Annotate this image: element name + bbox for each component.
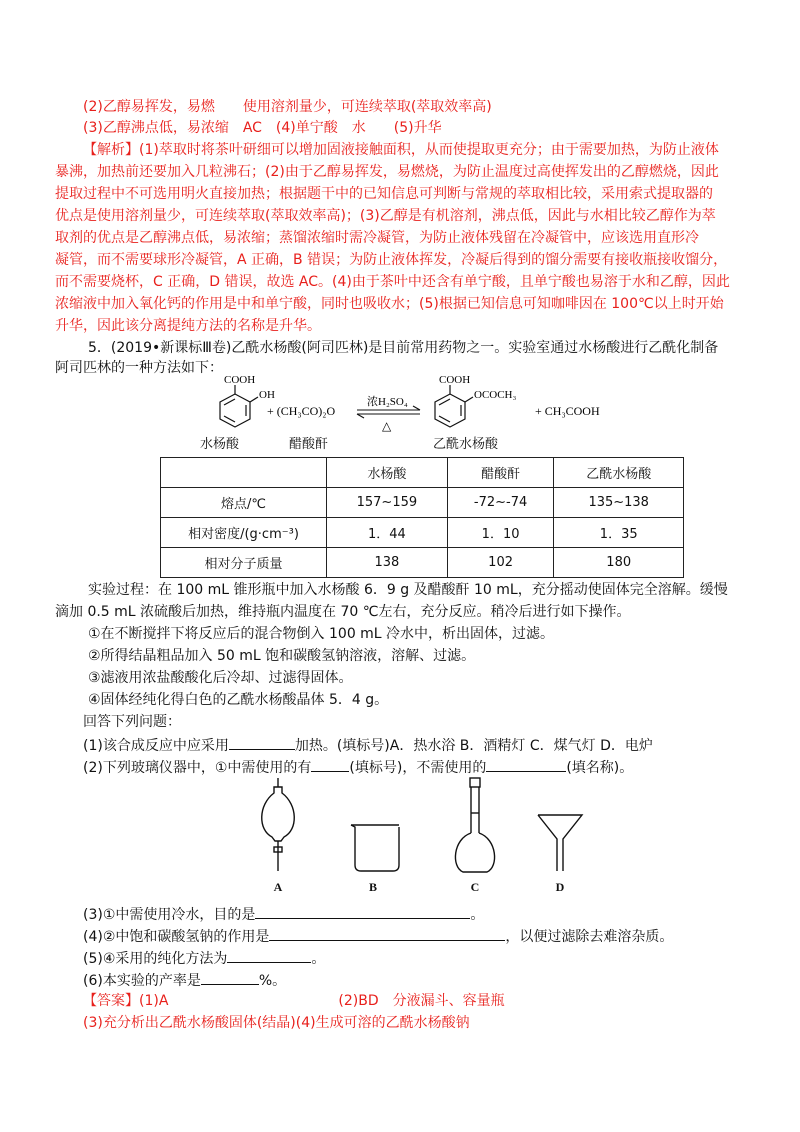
step-2: ②所得结晶粗品加入 50 mL 饱和碳酸氢钠溶液，溶解、过滤。 — [88, 648, 476, 664]
salicylic-acid-structure — [220, 385, 258, 427]
answer-blank[interactable] — [311, 756, 349, 772]
questions-intro: 回答下列问题： — [83, 714, 181, 730]
question-6-text: (6)本实验的产率是 — [83, 973, 201, 989]
question-4-text: (4)②中饱和碳酸氢钠的作用是 — [83, 929, 270, 945]
question-6-text-2: %。 — [258, 973, 287, 989]
question-5-line-1: 5．(2019•新课标Ⅲ卷)乙酰水杨酸(阿司匹林)是目前常用药物之一。实验室通过水杨酸进行乙酰化制备 — [88, 340, 719, 356]
table-cell: 相对密度/(g·cm⁻³) — [161, 518, 327, 548]
answer-line-2-bottom: (3)充分析出乙酰水杨酸固体(结晶)(4)生成可溶的乙酰水杨酸钠 — [83, 1015, 470, 1031]
question-3 — [83, 903, 484, 926]
table-cell: 水杨酸 — [327, 458, 448, 488]
funnel-icon — [500, 775, 620, 895]
table-cell: 157~159 — [327, 488, 448, 518]
answer-blank[interactable] — [227, 947, 311, 963]
answer-blank[interactable] — [229, 734, 295, 750]
apparatus-label: C — [470, 880, 480, 894]
reaction-scheme — [195, 372, 625, 452]
product-name: 乙酰水杨酸 — [433, 437, 499, 452]
explanation-line: 升华，因此该分离提纯方法的名称是升华。 — [55, 318, 321, 334]
funnel-figure — [500, 775, 620, 895]
explanation-line: 凝管，而不需要球形冷凝管，A 正确，B 错误；为防止液体挥发，冷凝后得到的馏分需要有接收瓶接收馏分， — [55, 252, 728, 268]
table-cell: 熔点/℃ — [161, 488, 327, 518]
reactant-2-name: 醋酸酐 — [289, 437, 329, 452]
table-cell: 135~138 — [554, 488, 684, 518]
explanation-line: 提取过程中不可选用明火直接加热；根据题干中的已知信息可判断与常规的萃取相比较，采用索式提取器的 — [55, 186, 713, 202]
table-row — [161, 488, 684, 518]
explanation-line: 取剂的优点是乙醇沸点低，易浓缩；蒸馏浓缩时需冷凝管，为防止液体残留在冷凝管中，应该选用直形冷 — [55, 230, 699, 246]
question-4-text-2: ，以便过滤除去难溶杂质。 — [505, 929, 674, 945]
question-1 — [83, 734, 653, 757]
question-5-text-2: 。 — [311, 951, 326, 967]
ococh3-label: OCOCH₃ — [474, 389, 517, 401]
question-5 — [83, 947, 325, 970]
table-cell: 1．44 — [327, 518, 448, 548]
oh-label: OH — [259, 389, 275, 401]
explanation-line: 浓缩液中加入氧化钙的作用是中和单宁酸，同时也吸收水；(5)根据已知信息可知咖啡因在 100℃以上时开始 — [55, 296, 724, 312]
aspirin-structure — [435, 385, 473, 427]
question-2-text-2: (填标号)，不需使用的 — [349, 760, 487, 776]
table-cell — [161, 458, 327, 488]
table-cell: 1．35 — [554, 518, 684, 548]
question-1-text: (1)该合成反应中应采用 — [83, 738, 229, 754]
reactant-2-formula: + (CH₃CO)₂O — [267, 404, 336, 418]
answer-blank[interactable] — [486, 756, 566, 772]
explanation-line: 暴沸，加热前还要加入几粒沸石；(2)由于乙醇易挥发，易燃烧，为防止温度过高使挥发出的乙醇燃烧，因此 — [55, 164, 719, 180]
apparatus-label: A — [273, 880, 283, 894]
properties-table — [160, 457, 684, 578]
table-cell: 相对分子质量 — [161, 548, 327, 578]
answer-blank[interactable] — [201, 969, 259, 985]
answer-line-2: (2)乙醇易挥发，易燃 使用溶剂量少，可连续萃取(萃取效率高) — [83, 99, 492, 115]
question-5-text: (5)④采用的纯化方法为 — [83, 951, 228, 967]
byproduct-formula: + CH₃COOH — [535, 404, 600, 418]
question-6 — [83, 969, 286, 992]
question-3-text-2: 。 — [470, 907, 485, 923]
table-cell: 138 — [327, 548, 448, 578]
question-3-text: (3)①中需使用冷水，目的是 — [83, 907, 256, 923]
step-4: ④固体经纯化得白色的乙酰水杨酸晶体 5．4 g。 — [88, 692, 389, 708]
table-cell: 醋酸酐 — [447, 458, 554, 488]
cooh-label: COOH — [224, 374, 256, 386]
heat-symbol: △ — [382, 419, 392, 433]
cooh-label-product: COOH — [439, 374, 471, 386]
table-cell: 1．10 — [447, 518, 554, 548]
question-2-text: (2)下列玻璃仪器中，①中需使用的有 — [83, 760, 312, 776]
question-2-text-3: (填名称)。 — [566, 760, 634, 776]
catalyst-label: 浓H₂SO₄ — [367, 396, 408, 408]
apparatus-label: B — [368, 880, 377, 894]
explanation-line: 优点是使用溶剂量少，可连续萃取(萃取效率高)；(3)乙醇是有机溶剂，沸点低，因此与水相比较乙醇作为萃 — [55, 208, 716, 224]
procedure-line-2: 滴加 0.5 mL 浓硫酸后加热，维持瓶内温度在 70 ℃左右，充分反应。稍冷后进行如下操作。 — [55, 604, 631, 620]
answer-blank[interactable] — [255, 903, 470, 919]
answer-text: 【答案】(1)A — [83, 993, 169, 1009]
answer-text-2: (2)BD 分液漏斗、容量瓶 — [338, 993, 505, 1009]
question-1-text-2: 加热。(填标号)A．热水浴 B．酒精灯 C．煤气灯 D．电炉 — [294, 738, 653, 754]
step-1: ①在不断搅拌下将反应后的混合物倒入 100 mL 冷水中，析出固体，过滤。 — [88, 626, 555, 642]
table-cell: -72~-74 — [447, 488, 554, 518]
question-4 — [83, 925, 673, 948]
procedure-line-1: 实验过程：在 100 mL 锥形瓶中加入水杨酸 6．9 g 及醋酸酐 10 mL，充分摇动使固体完全溶解。缓慢 — [88, 582, 728, 598]
table-row — [161, 548, 684, 578]
table-cell: 180 — [554, 548, 684, 578]
table-cell: 102 — [447, 548, 554, 578]
explanation-line: 而不需要烧杯，C 正确，D 错误，故选 AC。(4)由于茶叶中还含有单宁酸，且单宁酸也易溶于水和乙醇，因此 — [55, 274, 730, 290]
question-5-line-2: 阿司匹林的一种方法如下： — [55, 360, 223, 376]
table-cell: 乙酰水杨酸 — [554, 458, 684, 488]
table-header-row — [161, 458, 684, 488]
explanation-line: 【解析】(1)萃取时将茶叶研细可以增加固液接触面积，从而使提取更充分；由于需要加热，为防止液体 — [83, 142, 719, 158]
reactant-1-name: 水杨酸 — [200, 437, 240, 452]
answer-line-3: (3)乙醇沸点低，易浓缩 AC (4)单宁酸 水 (5)升华 — [83, 120, 442, 136]
step-3: ③滤液用浓盐酸酸化后冷却、过滤得固体。 — [88, 670, 353, 686]
answer-blank[interactable] — [269, 925, 505, 941]
answer-line-1 — [83, 991, 505, 1012]
apparatus-label: D — [555, 880, 565, 894]
table-row — [161, 518, 684, 548]
